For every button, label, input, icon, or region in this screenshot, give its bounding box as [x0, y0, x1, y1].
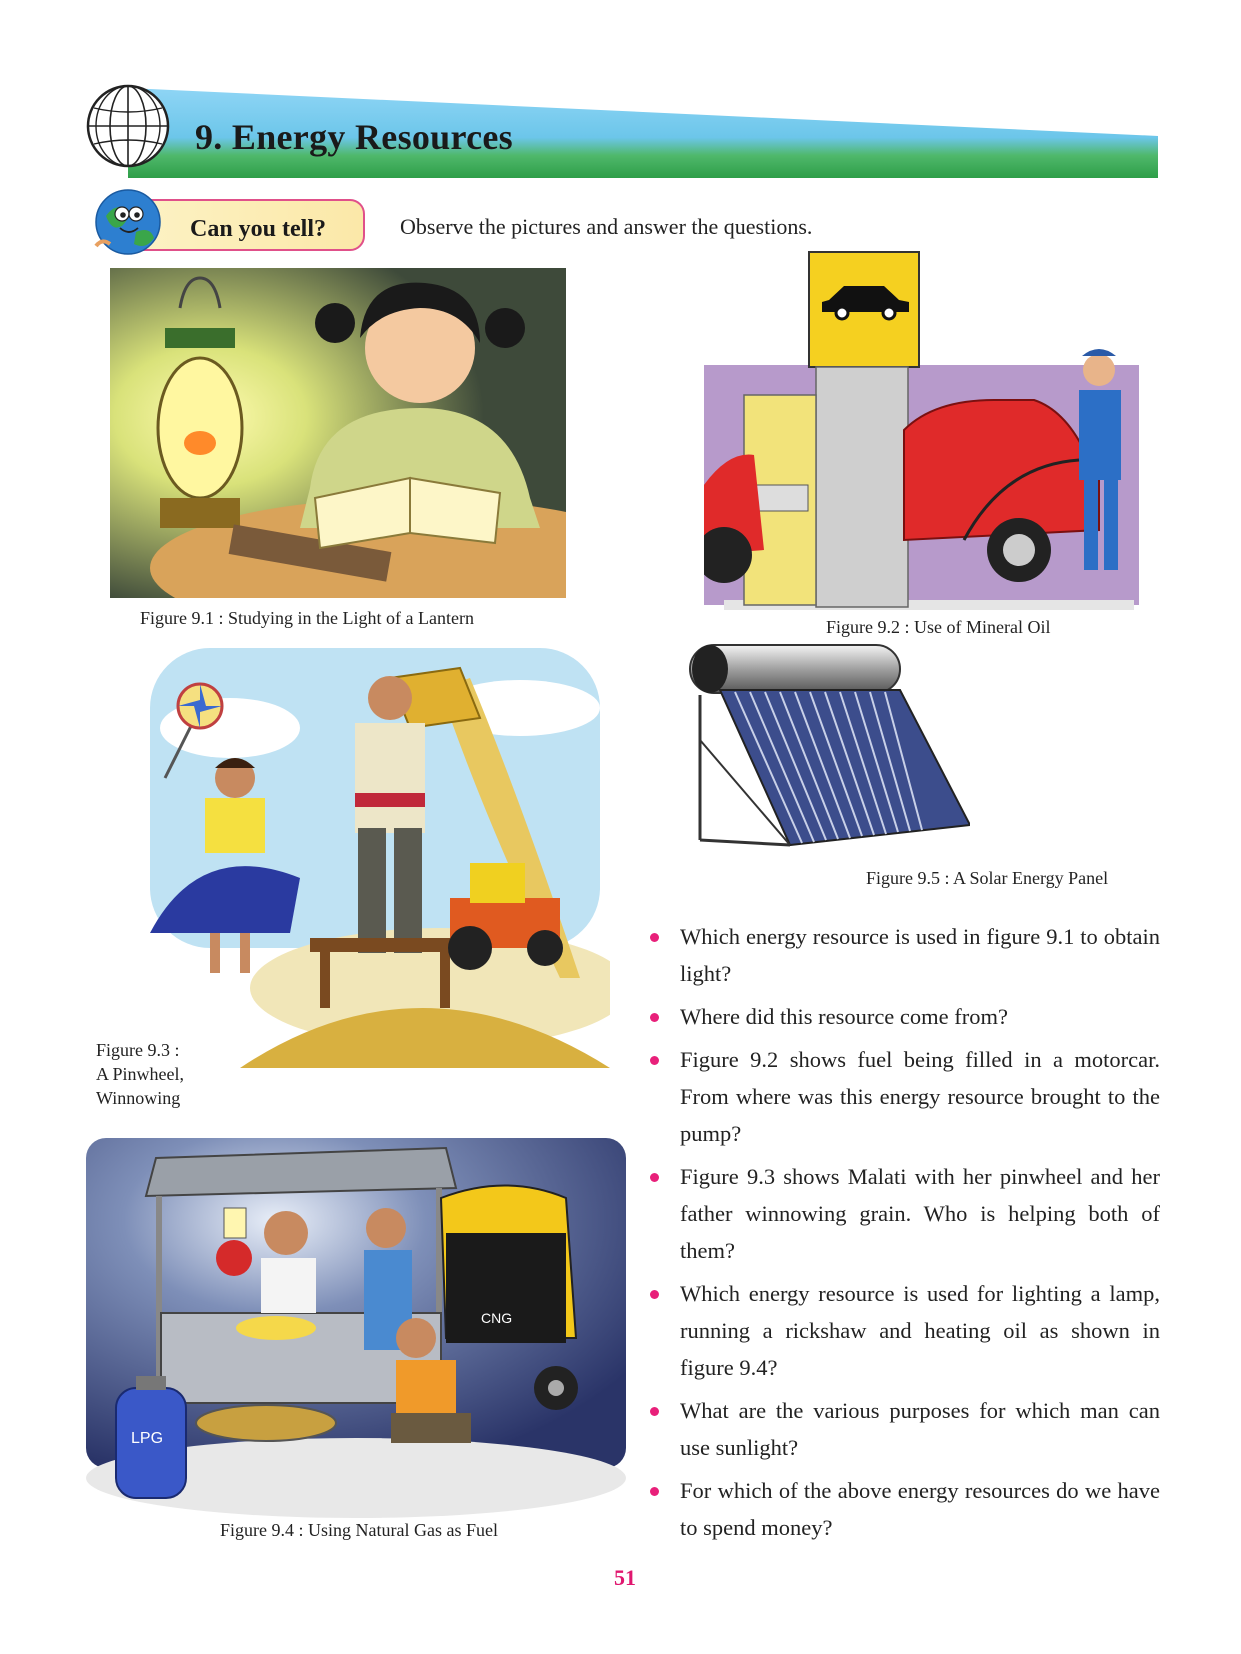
figure-lantern-illustration [110, 268, 566, 603]
list-item [650, 1041, 1160, 1152]
figure-solar-panel-illustration [680, 640, 970, 875]
list-item [650, 1472, 1160, 1546]
question-text: For which of the above energy resources do we have to spend money? [680, 1478, 1160, 1540]
figure-9-3-caption-line-3: Winnowing [96, 1088, 181, 1108]
list-item [650, 1392, 1160, 1466]
figure-petrol-pump-illustration [704, 250, 1144, 617]
question-text: Where did this resource come from? [680, 1004, 1008, 1029]
figure-winnowing-illustration [140, 648, 610, 1093]
question-list [650, 918, 1160, 1552]
list-item [650, 998, 1160, 1035]
figure-food-cart-illustration [86, 1138, 626, 1529]
cng-label: CNG [481, 1310, 513, 1326]
intro-instruction: Observe the pictures and answer the questions. [400, 214, 813, 239]
question-text: Figure 9.3 shows Malati with her pinwheel and her father winnowing grain. Who is helping both of them? [680, 1164, 1160, 1263]
question-text: Figure 9.2 shows fuel being filled in a motorcar. From where was this energy resource brought to the pump? [680, 1047, 1160, 1146]
figure-9-5-caption: Figure 9.5 : A Solar Energy Panel [866, 868, 1109, 888]
list-item [650, 918, 1160, 992]
list-item [650, 1158, 1160, 1269]
lpg-label: LPG [131, 1430, 164, 1447]
question-text: Which energy resource is used for lighting a lamp, running a rickshaw and heating oil as shown in figure 9.4? [680, 1281, 1160, 1380]
list-item [650, 1275, 1160, 1386]
figure-9-2-caption: Figure 9.2 : Use of Mineral Oil [826, 617, 1051, 637]
figure-9-3-caption [96, 1038, 184, 1110]
bullet-icon [650, 1407, 659, 1416]
bullet-icon [650, 1290, 659, 1299]
question-text: What are the various purposes for which man can use sunlight? [680, 1398, 1160, 1460]
globe-icon [86, 84, 170, 168]
figure-9-4-caption: Figure 9.4 : Using Natural Gas as Fuel [220, 1520, 498, 1540]
bullet-icon [650, 1173, 659, 1182]
figure-9-1-caption: Figure 9.1 : Studying in the Light of a Lantern [140, 608, 474, 628]
page-number: 51 [614, 1565, 636, 1590]
lpg-cylinder-icon [116, 1376, 186, 1498]
bullet-icon [650, 1056, 659, 1065]
figure-9-3-caption-line-1: Figure 9.3 : [96, 1040, 180, 1060]
figure-9-3-caption-line-2: A Pinwheel, [96, 1064, 184, 1084]
bullet-icon [650, 933, 659, 942]
bullet-icon [650, 1013, 659, 1022]
question-text: Which energy resource is used in figure 9.1 to obtain light? [680, 924, 1160, 986]
can-you-tell-label: Can you tell? [190, 216, 327, 242]
bullet-icon [650, 1487, 659, 1496]
chapter-title: 9. Energy Resources [195, 117, 513, 157]
